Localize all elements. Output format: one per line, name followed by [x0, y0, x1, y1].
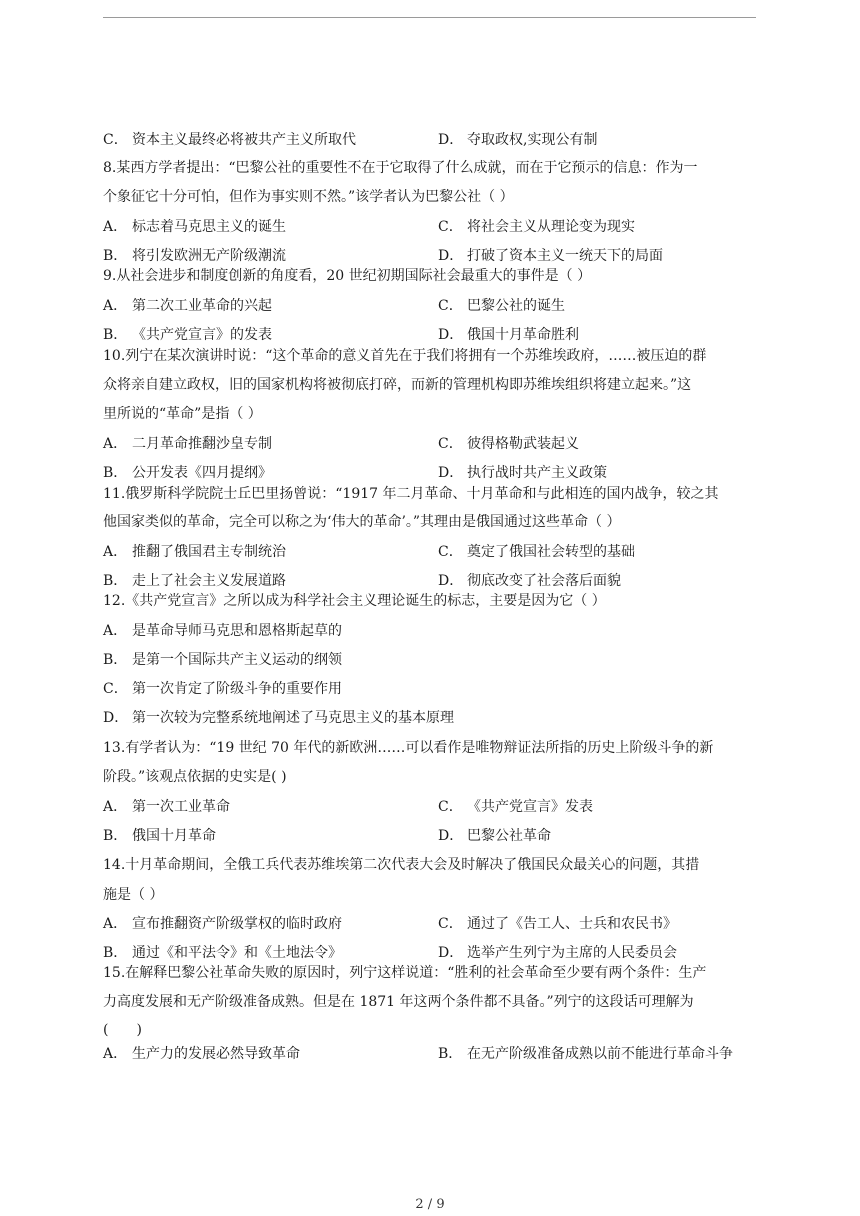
question-stem: 9.从社会进步和制度创新的角度看，20 世纪初期国际社会最重大的事件是（ ）: [103, 268, 592, 284]
page-number: 2 / 9: [415, 1197, 445, 1212]
question-stem: 15.在解释巴黎公社革命失败的原因时，列宁这样说道：“胜利的社会革命至少要有两个条件：生产: [103, 965, 707, 981]
option-b[interactable]: B． 将引发欧洲无产阶级潮流: [103, 248, 286, 264]
option-d[interactable]: D． 选举产生列宁为主席的人民委员会: [438, 945, 677, 961]
question-stem: 10.列宁在某次演讲时说：“这个革命的意义首先在于我们将拥有一个苏维埃政府，……被压迫的群: [103, 348, 707, 364]
question-stem: 他国家类似的革命，完全可以称之为‘伟大的革命’。”其理由是俄国通过这些革命（ ）: [103, 514, 621, 530]
option-b[interactable]: B． 是第一个国际共产主义运动的纲领: [103, 652, 342, 668]
question-stem: ( ): [103, 1022, 142, 1038]
option-b[interactable]: B． 俄国十月革命: [103, 828, 216, 844]
option-c[interactable]: C． 资本主义最终必将被共产主义所取代: [103, 132, 356, 148]
option-d[interactable]: D． 夺取政权,实现公有制: [438, 132, 598, 148]
question-stem: 施是（ ）: [103, 887, 164, 903]
question-stem: 里所说的“革命”是指（ ）: [103, 406, 262, 422]
option-d[interactable]: D． 彻底改变了社会落后面貌: [438, 573, 621, 589]
option-row: [103, 621, 342, 641]
question-stem: 力高度发展和无产阶级准备成熟。但是在 1871 年这两个条件都不具备。”列宁的这段话可理解为: [103, 994, 694, 1010]
question-stem: 个象征它十分可怕，但作为事实则不然。”该学者认为巴黎公社（ ）: [103, 189, 514, 205]
option-a[interactable]: A． 推翻了俄国君主专制统治: [103, 544, 286, 560]
option-a[interactable]: A． 第二次工业革命的兴起: [103, 298, 272, 314]
option-b[interactable]: B． 公开发表《四月提纲》: [103, 465, 272, 481]
option-row: [103, 708, 454, 728]
option-c[interactable]: C． 通过了《告工人、士兵和农民书》: [438, 916, 677, 932]
option-d[interactable]: D． 第一次较为完整系统地阐述了马克思主义的基本原理: [103, 710, 454, 726]
option-d[interactable]: D． 俄国十月革命胜利: [438, 327, 579, 343]
option-row: [103, 650, 342, 670]
option-a[interactable]: A． 宣布推翻资产阶级掌权的临时政府: [103, 916, 342, 932]
option-c[interactable]: C． 奠定了俄国社会转型的基础: [438, 544, 635, 560]
header-rule: [103, 17, 756, 18]
question-stem: 众将亲自建立政权，旧的国家机构将被彻底打碎，而新的管理机构即苏维埃组织将建立起来。”这: [103, 377, 692, 393]
option-d[interactable]: D． 打破了资本主义一统天下的局面: [438, 248, 663, 264]
option-b[interactable]: B． 在无产阶级准备成熟以前不能进行革命斗争: [438, 1046, 733, 1062]
option-a[interactable]: A． 二月革命推翻沙皇专制: [103, 436, 272, 452]
option-d[interactable]: D． 执行战时共产主义政策: [438, 465, 607, 481]
option-b[interactable]: B． 《共产党宣言》的发表: [103, 327, 272, 343]
question-stem: 8.某西方学者提出：“巴黎公社的重要性不在于它取得了什么成就，而在于它预示的信息：作为一: [103, 160, 698, 176]
option-b[interactable]: B． 走上了社会主义发展道路: [103, 573, 286, 589]
option-d[interactable]: D． 巴黎公社革命: [438, 828, 551, 844]
question-stem: 13.有学者认为：“19 世纪 70 年代的新欧洲……可以看作是唯物辩证法所指的历史上阶级斗争的新: [103, 740, 714, 756]
question-stem: 阶段。”该观点依据的史实是( ): [103, 769, 287, 785]
option-b[interactable]: B． 通过《和平法令》和《土地法令》: [103, 945, 342, 961]
option-c[interactable]: C． 彼得格勒武装起义: [438, 436, 579, 452]
option-a[interactable]: A． 是革命导师马克思和恩格斯起草的: [103, 623, 342, 639]
question-stem: 11.俄罗斯科学院院士丘巴里扬曾说：“1917 年二月革命、十月革命和与此相连的国内战争，较之其: [103, 486, 719, 502]
option-c[interactable]: C． 将社会主义从理论变为现实: [438, 219, 635, 235]
option-a[interactable]: A． 标志着马克思主义的诞生: [103, 219, 286, 235]
option-a[interactable]: A． 生产力的发展必然导致革命: [103, 1046, 300, 1062]
option-c[interactable]: C． 巴黎公社的诞生: [438, 298, 565, 314]
option-row: [103, 679, 342, 699]
question-stem: 14.十月革命期间，全俄工兵代表苏维埃第二次代表大会及时解决了俄国民众最关心的问题，其措: [103, 857, 700, 873]
question-stem: 12.《共产党宣言》之所以成为科学社会主义理论诞生的标志，主要是因为它（ ）: [103, 593, 606, 609]
option-c[interactable]: C． 《共产党宣言》发表: [438, 799, 593, 815]
option-c[interactable]: C． 第一次肯定了阶级斗争的重要作用: [103, 681, 342, 697]
option-a[interactable]: A． 第一次工业革命: [103, 799, 230, 815]
